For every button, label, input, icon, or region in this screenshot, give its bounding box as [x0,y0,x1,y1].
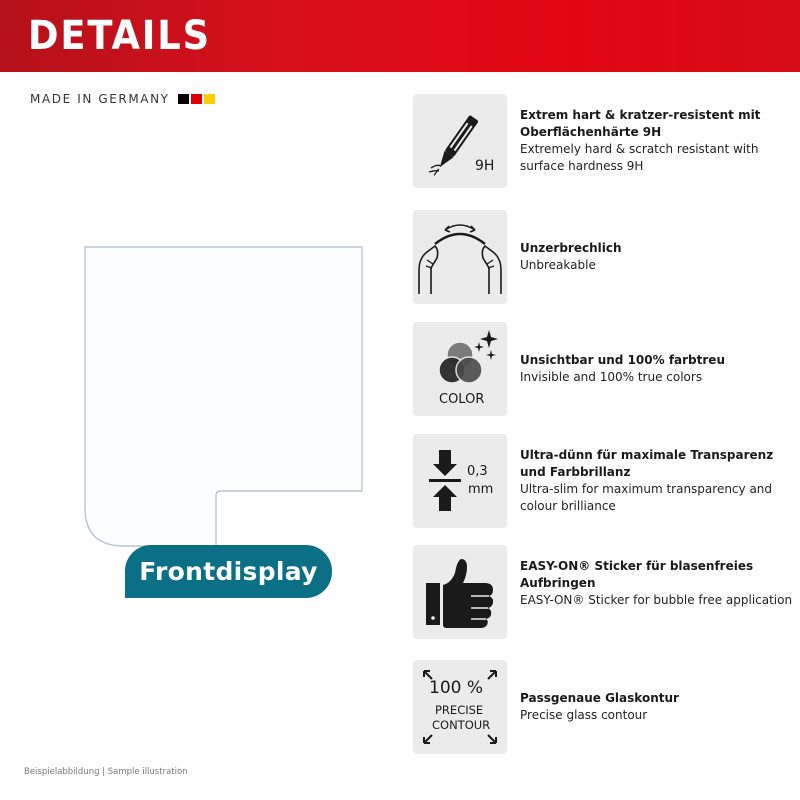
tile-label-contour: CONTOUR [432,718,491,732]
feature-title-de: Unsichtbar und 100% farbtreu [520,353,725,367]
thumbs-up-icon [413,545,507,639]
feature-title-en: Precise glass contour [520,708,648,722]
thickness-arrows-icon [413,434,507,528]
page-title: DETAILS [28,13,211,59]
feature-hardness [413,94,793,188]
feature-precise-contour [413,660,793,754]
tile-label-9h: 9H [475,158,495,174]
tile [413,545,507,639]
feature-title-en: Extremely hard & scratch resistant with surface hardness 9H [520,142,759,173]
header-banner [0,0,800,72]
tile [413,434,507,528]
feature-true-colors [413,322,793,416]
tile-label-thickness: 0,3 [467,464,488,479]
tile [413,94,507,188]
feature-text [520,558,795,609]
tile-label-unit: mm [468,482,494,497]
feature-title-en: Ultra-slim for maximum transparency and colour brilliance [520,482,773,513]
feature-title-de: Passgenaue Glaskontur [520,691,679,705]
made-in-germany [30,92,215,106]
feature-text [520,352,795,386]
feature-easy-on [413,545,793,639]
feature-title-en: Unbreakable [520,258,596,272]
tile-label-precise: PRECISE [435,703,484,717]
feature-text [520,447,795,515]
feature-title-de: Unzerbrechlich [520,241,622,255]
tile [413,210,507,304]
feature-title-de: Extrem hart & kratzer-resistent mit Oberflächenhärte 9H [520,108,761,139]
feature-ultra-slim [413,434,793,528]
bending-hands-icon [413,210,507,304]
german-flag-icon [178,94,215,104]
origin-label: MADE IN GERMANY [30,92,170,106]
feature-title-de: Ultra-dünn für maximale Transparenz und Farbbrillanz [520,448,774,479]
sample-caption: Beispielabbildung | Sample illustration [24,767,188,777]
tile-label-percent: 100 % [429,678,484,698]
frontdisplay-badge: Frontdisplay [125,545,332,598]
feature-text [520,107,795,175]
tile-label-color: COLOR [439,392,485,407]
feature-text [520,690,795,724]
tile [413,660,507,754]
feature-title-en: EASY-ON® Sticker for bubble free application [520,593,793,607]
glass-protector-outline [84,246,366,556]
feature-title-en: Invisible and 100% true colors [520,370,703,384]
feature-title-de: EASY-ON® Sticker für blasenfreies Aufbringen [520,559,754,590]
tile [413,322,507,416]
feature-text [520,240,795,274]
feature-unbreakable [413,210,793,304]
